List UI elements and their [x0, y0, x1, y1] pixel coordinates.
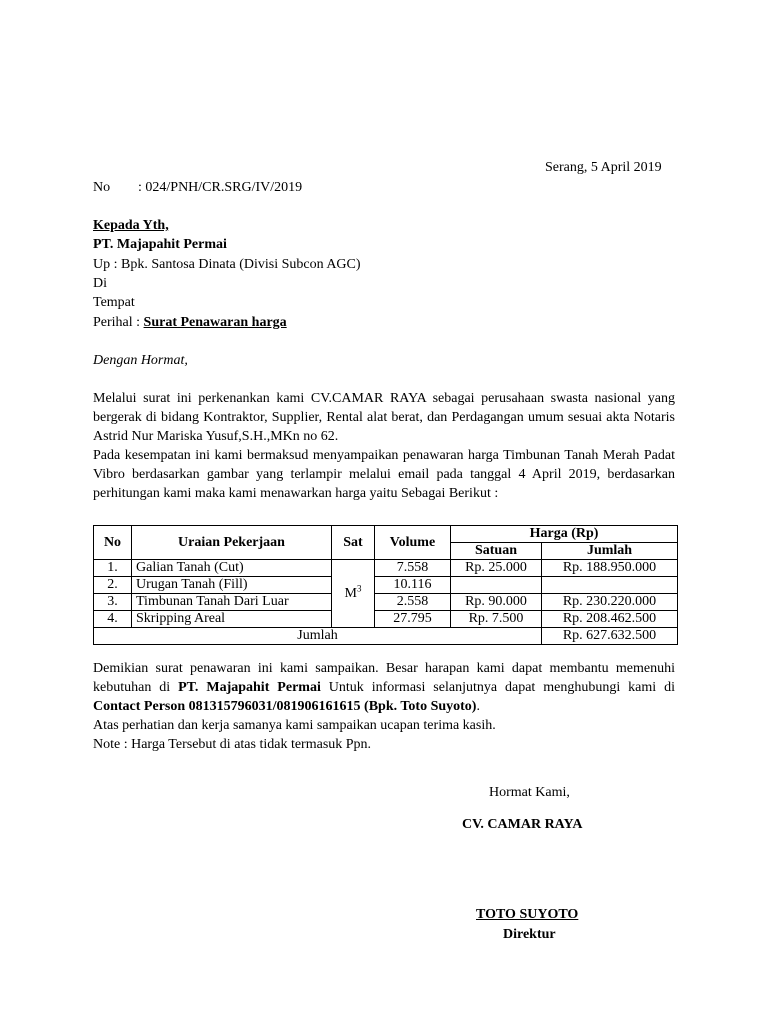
total-label: Jumlah: [94, 628, 542, 645]
table-row: [94, 560, 678, 577]
body-paragraphs: [93, 389, 675, 503]
header-jumlah: Jumlah: [542, 543, 678, 560]
unit-exponent: 3: [356, 582, 362, 593]
table-header-row: [94, 526, 678, 543]
header-uraian: Uraian Pekerjaan: [132, 526, 332, 560]
row-satuan: Rp. 25.000: [451, 560, 542, 577]
signatory-name: TOTO SUYOTO: [476, 907, 579, 922]
row-no: 4.: [94, 611, 132, 628]
closing-text-c: .: [476, 699, 480, 714]
closing-note: Note : Harga Tersebut di atas tidak termasuk Ppn.: [93, 737, 372, 752]
header-harga: Harga (Rp): [451, 526, 678, 543]
row-no: 3.: [94, 594, 132, 611]
closing-paragraph-2: Atas perhatian dan kerja samanya kami sampaikan ucapan terima kasih.: [93, 718, 496, 733]
row-jumlah: Rp. 188.950.000: [542, 560, 678, 577]
row-satuan: Rp. 90.000: [451, 594, 542, 611]
row-jumlah: Rp. 208.462.500: [542, 611, 678, 628]
contact-person: Contact Person 081315796031/081906161615 (Bpk. Toto Suyoto): [93, 699, 477, 714]
subject-text: Surat Penawaran harga: [143, 315, 287, 330]
row-volume: 10.116: [375, 577, 451, 594]
recipient-company: PT. Majapahit Permai: [93, 237, 227, 252]
recipient-di: Di: [93, 276, 107, 291]
row-volume: 27.795: [375, 611, 451, 628]
row-volume: 2.558: [375, 594, 451, 611]
recipient-place: Tempat: [93, 295, 135, 310]
row-uraian: Skripping Areal: [132, 611, 332, 628]
row-jumlah: [542, 577, 678, 594]
row-uraian: Timbunan Tanah Dari Luar: [132, 594, 332, 611]
subject-line: [93, 313, 287, 332]
row-uraian: Urugan Tanah (Fill): [132, 577, 332, 594]
table-total-row: [94, 628, 678, 645]
header-volume: Volume: [375, 526, 451, 560]
row-jumlah: Rp. 230.220.000: [542, 594, 678, 611]
closing-paragraphs: [93, 659, 675, 754]
subject-label: Perihal :: [93, 315, 144, 330]
letter-number: : 024/PNH/CR.SRG/IV/2019: [138, 180, 303, 195]
body-paragraph-2: Pada kesempatan ini kami bermaksud menyampaikan penawaran harga Timbunan Tanah Merah Padat Vibro berdasarkan gambar yang terlampir melalui email pada tanggal 4 April 2019, berdasarkan perhitungan kami maka kami menawarkan harga yaitu Sebagai Berikut :: [93, 448, 675, 501]
price-table: [93, 525, 678, 645]
table-row: [94, 594, 678, 611]
recipient-attention: Up : Bpk. Santosa Dinata (Divisi Subcon AGC): [93, 257, 361, 272]
header-satuan: Satuan: [451, 543, 542, 560]
signature-company: CV. CAMAR RAYA: [462, 817, 583, 832]
row-no: 2.: [94, 577, 132, 594]
table-row: [94, 577, 678, 594]
total-value: Rp. 627.632.500: [542, 628, 678, 645]
body-paragraph-1: Melalui surat ini perkenankan kami CV.CAMAR RAYA sebagai perusahaan swasta nasional yang bergerak di bidang Kontraktor, Supplier, Rental alat berat, dan Perdagangan umum sesuai akta Notaris Astrid Nur Mariska Yusuf,S.H.,MKn no 62.: [93, 391, 675, 444]
place-date: Serang, 5 April 2019: [545, 160, 662, 175]
row-satuan: [451, 577, 542, 594]
unit-base: M: [344, 585, 357, 601]
row-satuan: Rp. 7.500: [451, 611, 542, 628]
closing-company: PT. Majapahit Permai: [178, 680, 321, 695]
row-volume: 7.558: [375, 560, 451, 577]
letter-number-label: No: [93, 180, 111, 195]
header-no: No: [94, 526, 132, 560]
signatory-title: Direktur: [503, 927, 556, 942]
recipient-greeting: Kepada Yth,: [93, 218, 169, 233]
table-row: [94, 611, 678, 628]
closing-text-a: Demikian surat penawaran ini kami sampaikan. Besar harapan kami dapat membantu memenuhi kebutuhan di: [93, 661, 675, 695]
header-sat: Sat: [332, 526, 375, 560]
regards: Hormat Kami,: [489, 785, 570, 800]
row-no: 1.: [94, 560, 132, 577]
row-uraian: Galian Tanah (Cut): [132, 560, 332, 577]
unit-cell: [332, 560, 375, 628]
closing-text-b: Untuk informasi selanjutnya dapat menghubungi kami di: [320, 680, 675, 695]
closing-paragraph-1: [93, 659, 675, 716]
salutation: Dengan Hormat,: [93, 353, 188, 368]
